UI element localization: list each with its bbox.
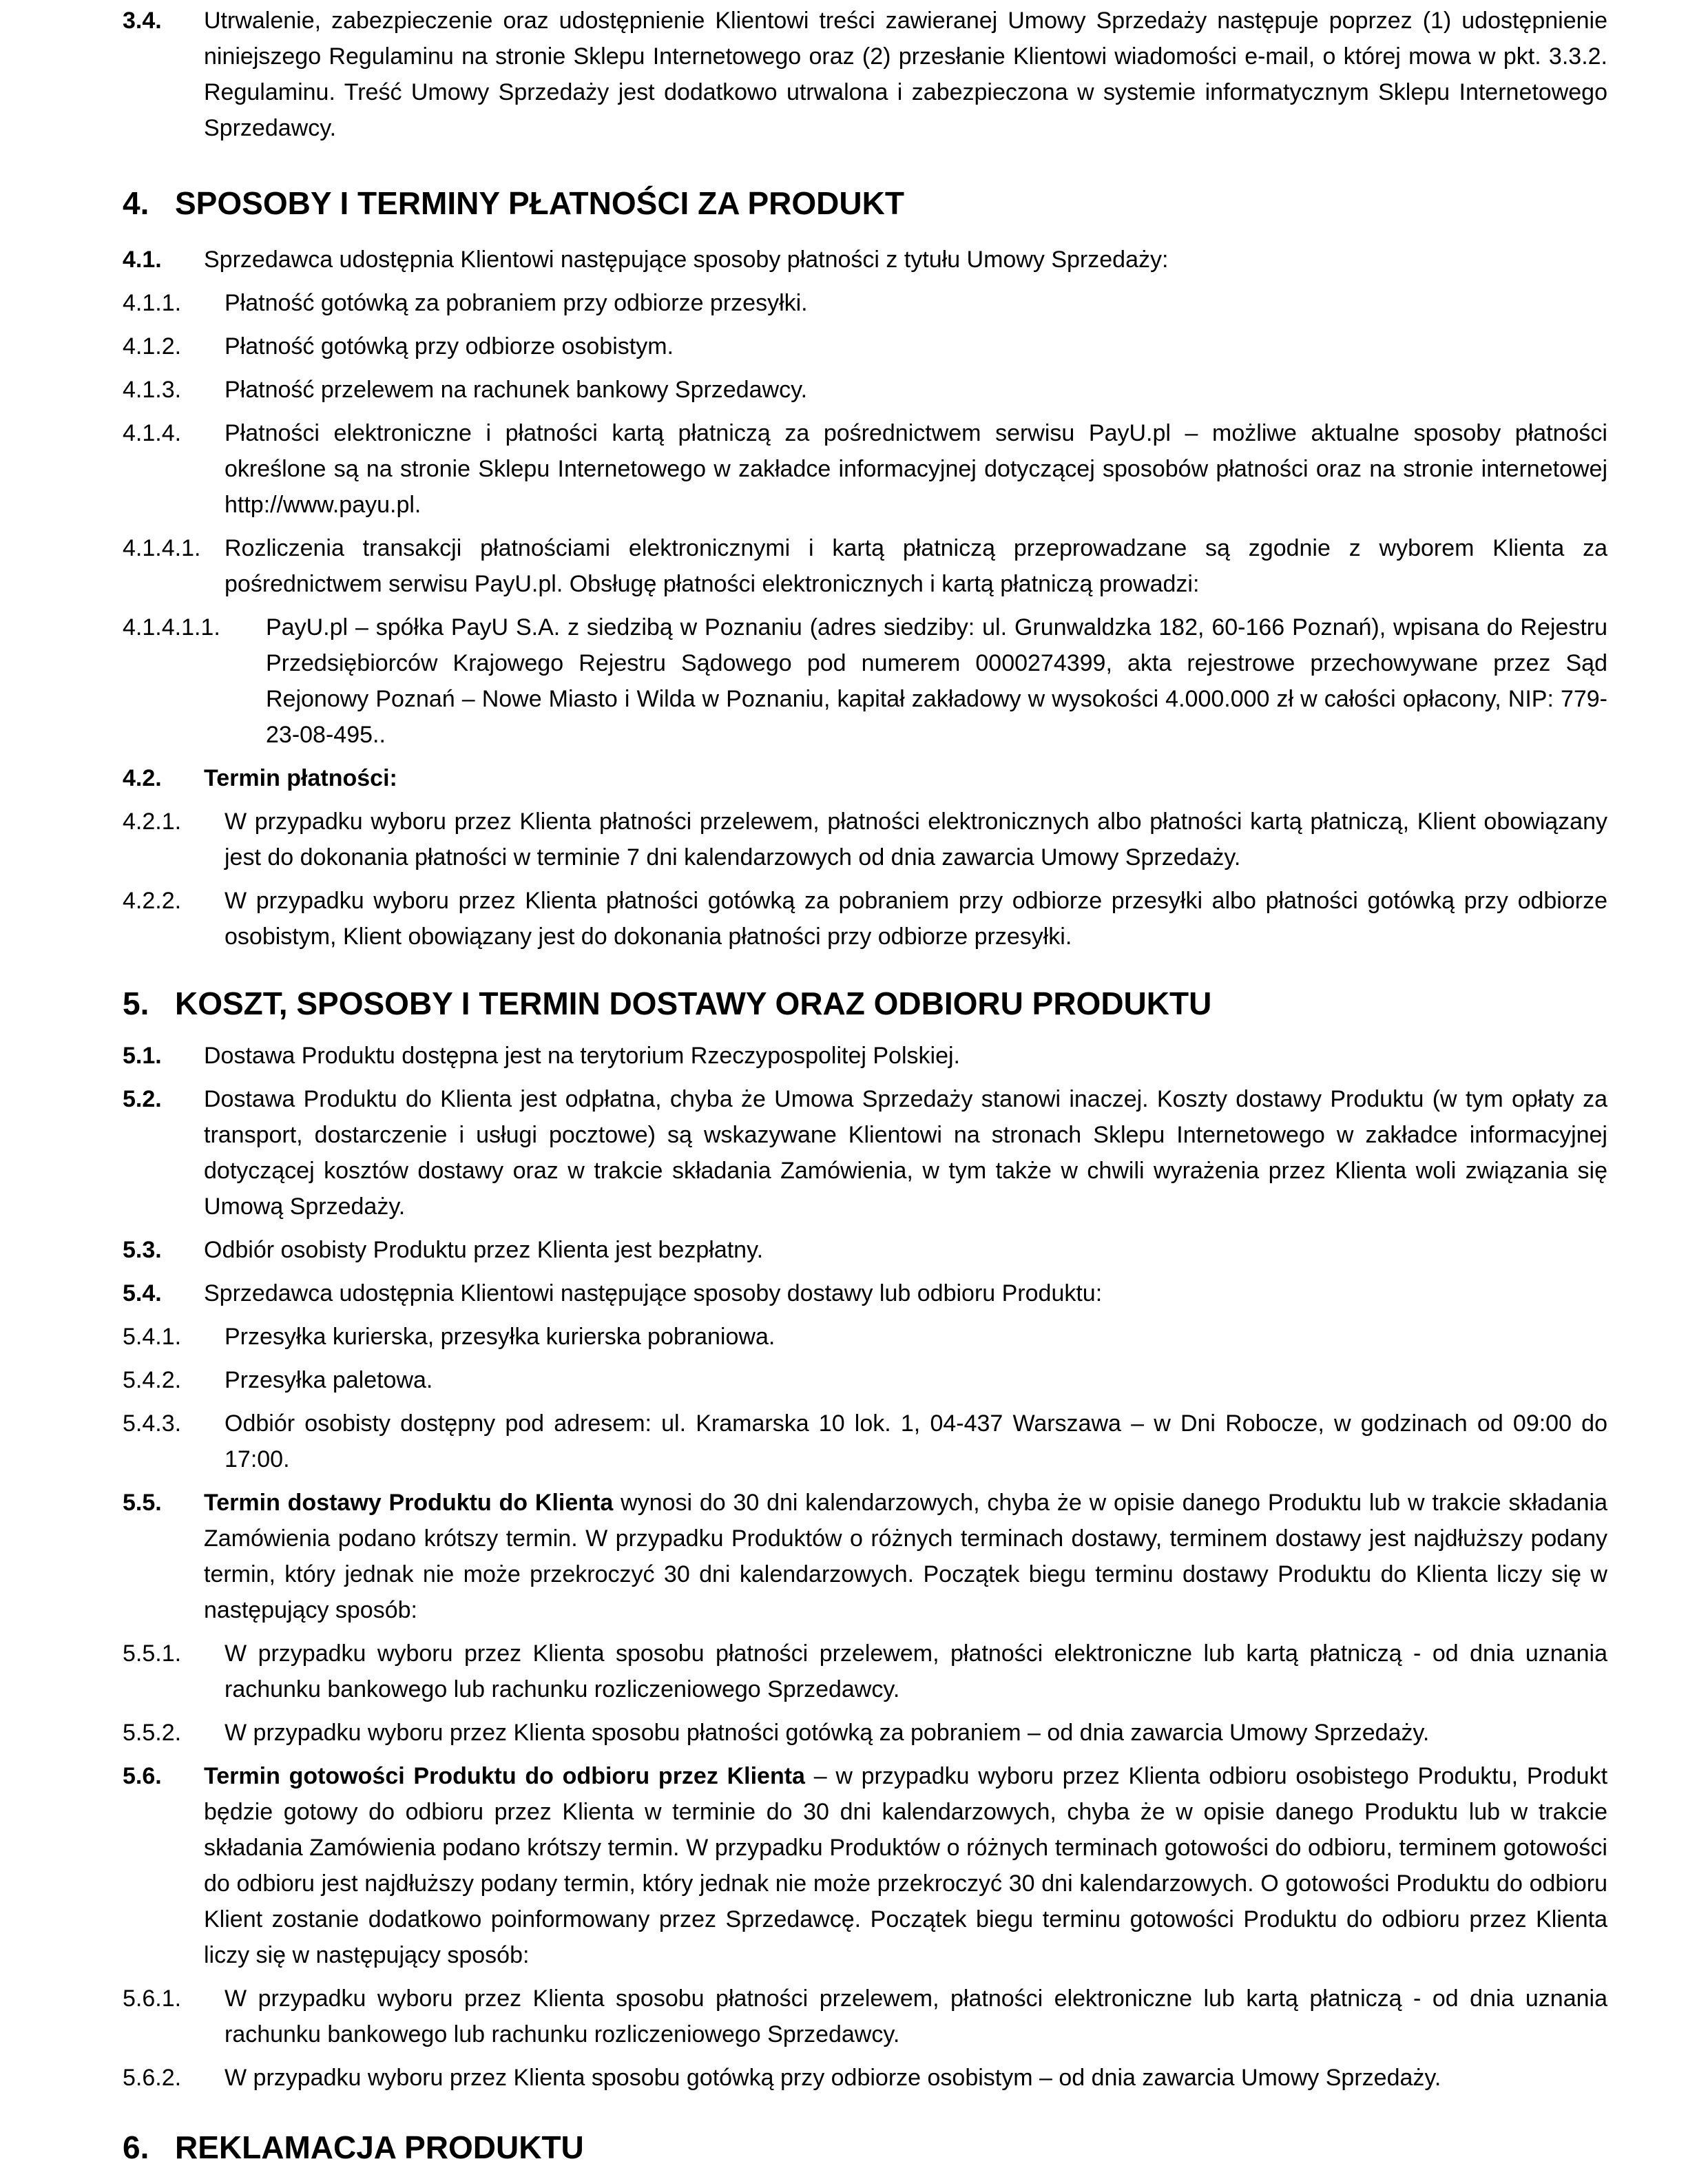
clause-5-4-3 [123,1406,1607,1477]
clause-text: Przesyłka kurierska, przesyłka kurierska pobraniowa. [225,1324,775,1350]
clause-bold-lead: Termin gotowości Produktu do odbioru przez Klienta [204,1763,805,1789]
clause-number: 4.2. [123,765,162,791]
clause-number: 5.4. [123,1280,162,1306]
clause-5-6 [123,1758,1607,1973]
clause-4-1-4-1 [123,530,1607,602]
clause-text: Sprzedawca udostępnia Klientowi następujące sposoby płatności z tytułu Umowy Sprzedaży: [204,247,1169,273]
clause-number: 5.6.1. [123,1985,182,2012]
section-6-heading [123,2127,1607,2168]
clause-number: 5.1. [123,1043,162,1069]
clause-number: 5.2. [123,1086,162,1112]
clause-4-1-4 [123,415,1607,523]
clause-5-2 [123,1081,1607,1224]
clause-number: 5.3. [123,1237,162,1263]
clause-text: PayU.pl – spółka PayU S.A. z siedzibą w Poznaniu (adres siedziby: ul. Grunwaldzka 182, 60-166 Poznań), wpisana do Rejestru Przedsiębiorców Krajowego Rejestru Sądowego pod numerem 0000274399, akta rejestrowe przechowywane przez Sąd Rejonowy Poznań – Nowe Miasto i Wilda w Poznaniu, kapitał zakładowy w wysokości 4.000.000 zł w całości opłacony, NIP: 779-23-08-495.. [266,614,1607,748]
clause-text: Płatności elektroniczne i płatności kartą płatniczą za pośrednictwem serwisu PayU.pl – możliwe aktualne sposoby płatności określone są na stronie Sklepu Internetowego w zakładce informacyjnej dotyczącej sposobów płatności oraz na stronie internetowej http://www.payu.pl. [225,420,1607,518]
clause-number: 5.5.2. [123,1720,182,1746]
clause-5-6-2 [123,2060,1607,2096]
section-5-heading [123,983,1607,1024]
clause-number: 4.2.1. [123,809,182,835]
clause-3-4 [123,3,1607,146]
clause-body: wynosi do 30 dni kalendarzowych, chyba że w opisie danego Produktu lub w trakcie składania Zamówienia podano krótszy termin. W przypadku Produktów o różnych terminach dostawy, terminem dostawy jest najdłuższy podany termin, który jednak nie może przekroczyć 30 dni kalendarzowych. Początek biegu terminu dostawy Produktu do Klienta liczy się w następujący sposób: [204,1490,1607,1623]
clause-number: 4.1.4.1.1. [123,614,220,640]
clause-text: Odbiór osobisty dostępny pod adresem: ul. Kramarska 10 lok. 1, 04-437 Warszawa – w Dni Robocze, w godzinach od 09:00 do 17:00. [225,1410,1607,1472]
clause-4-2 [123,760,1607,796]
clause-5-4-1 [123,1319,1607,1355]
clause-text: Odbiór osobisty Produktu przez Klienta jest bezpłatny. [204,1237,764,1263]
clause-number: 4.1.1. [123,290,182,316]
clause-number: 4.2.2. [123,888,182,914]
clause-4-1-3 [123,372,1607,408]
clause-number: 4.1. [123,247,162,273]
clause-number: 5.4.1. [123,1324,182,1350]
clause-5-5-1 [123,1636,1607,1707]
clause-text: W przypadku wyboru przez Klienta sposobu gotówką przy odbiorze osobistym – od dnia zawarcia Umowy Sprzedaży. [225,2065,1441,2091]
clause-5-5 [123,1485,1607,1628]
clause-text: Rozliczenia transakcji płatnościami elektronicznymi i kartą płatniczą przeprowadzane są zgodnie z wyborem Klienta za pośrednictwem serwisu PayU.pl. Obsługę płatności elektronicznych i kartą płatniczą prowadzi: [225,535,1607,597]
clause-number: 3.4. [123,8,162,34]
clause-bold-lead: Termin dostawy Produktu do Klienta [204,1490,614,1516]
clause-text: Dostawa Produktu do Klienta jest odpłatna, chyba że Umowa Sprzedaży stanowi inaczej. Koszty dostawy Produktu (w tym opłaty za transport, dostarczenie i usługi pocztowe) są wskazywane Klientowi na stronach Sklepu Internetowego w zakładce informacyjnej dotyczącej kosztów dostawy oraz w trakcie składania Zamówienia, w tym także w chwili wyrażenia przez Klienta woli związania się Umową Sprzedaży. [204,1086,1607,1220]
clause-text: Płatność gotówką za pobraniem przy odbiorze przesyłki. [225,290,808,316]
clause-text: Sprzedawca udostępnia Klientowi następujące sposoby dostawy lub odbioru Produktu: [204,1280,1103,1306]
clause-text: W przypadku wyboru przez Klienta sposobu płatności gotówką za pobraniem – od dnia zawarcia Umowy Sprzedaży. [225,1720,1430,1746]
clause-4-1-4-1-1 [123,609,1607,753]
clause-4-1-2 [123,329,1607,364]
clause-number: 5.5. [123,1490,162,1516]
clause-number: 4.1.4. [123,420,182,446]
clause-4-1-1 [123,285,1607,321]
clause-number: 4.1.2. [123,333,182,359]
clause-number: 5.4.2. [123,1367,182,1393]
section-title: REKLAMACJA PRODUKTU [175,2129,584,2165]
clause-text: W przypadku wyboru przez Klienta płatności przelewem, płatności elektronicznych albo płatności kartą płatniczą, Klient obowiązany jest do dokonania płatności w terminie 7 dni kalendarzowych od dnia zawarcia Umowy Sprzedaży. [225,809,1607,871]
section-4-heading [123,183,1607,224]
clause-text: Przesyłka paletowa. [225,1367,433,1393]
clause-text: W przypadku wyboru przez Klienta płatności gotówką za pobraniem przy odbiorze przesyłki albo płatności gotówką przy odbiorze osobistym, Klient obowiązany jest do dokonania płatności przy odbiorze przesyłki. [225,888,1607,950]
clause-4-2-2 [123,883,1607,955]
clause-text: W przypadku wyboru przez Klienta sposobu płatności przelewem, płatności elektroniczne lub kartą płatniczą - od dnia uznania rachunku bankowego lub rachunku rozliczeniowego Sprzedawcy. [225,1985,1607,2047]
clause-text: Utrwalenie, zabezpieczenie oraz udostępnienie Klientowi treści zawieranej Umowy Sprzedaży następuje poprzez (1) udostępnienie niniejszego Regulaminu na stronie Sklepu Internetowego oraz (2) przesłanie Klientowi wiadomości e-mail, o której mowa w pkt. 3.3.2. Regulaminu. Treść Umowy Sprzedaży jest dodatkowo utrwalona i zabezpieczona w systemie informatycznym Sklepu Internetowego Sprzedawcy. [204,8,1607,141]
clause-5-3 [123,1232,1607,1268]
clause-4-2-1 [123,804,1607,875]
clause-text: Termin płatności: [204,765,397,791]
clause-5-4-2 [123,1362,1607,1398]
clause-text: Płatność przelewem na rachunek bankowy Sprzedawcy. [225,377,808,403]
clause-text: Płatność gotówką przy odbiorze osobistym. [225,333,674,359]
section-number: 5. [123,986,149,1021]
clause-5-1 [123,1038,1607,1074]
clause-number: 4.1.4.1. [123,535,201,561]
section-title: SPOSOBY I TERMINY PŁATNOŚCI ZA PRODUKT [175,185,904,221]
clause-number: 5.6. [123,1763,162,1789]
clause-body: – w przypadku wyboru przez Klienta odbioru osobistego Produktu, Produkt będzie gotowy do odbioru przez Klienta w terminie do 30 dni kalendarzowych, chyba że w opisie danego Produktu lub w trakcie składania Zamówienia podano krótszy termin. W przypadku Produktów o różnych terminach gotowości do odbioru, terminem gotowości do odbioru jest najdłuższy podany termin, który jednak nie może przekroczyć 30 dni kalendarzowych. O gotowości Produktu do odbioru Klient zostanie dodatkowo poinformowany przez Sprzedawcę. Początek biegu terminu gotowości Produktu do odbioru przez Klienta liczy się w następujący sposób: [204,1763,1608,1968]
clause-number: 5.6.2. [123,2065,182,2091]
clause-text [204,1758,1607,1973]
clause-text: Dostawa Produktu dostępna jest na terytorium Rzeczypospolitej Polskiej. [204,1043,960,1069]
clause-number: 5.4.3. [123,1410,182,1437]
clause-5-5-2 [123,1715,1607,1751]
clause-text [204,1485,1607,1628]
clause-number: 4.1.3. [123,377,182,403]
clause-text: W przypadku wyboru przez Klienta sposobu płatności przelewem, płatności elektroniczne lub kartą płatniczą - od dnia uznania rachunku bankowego lub rachunku rozliczeniowego Sprzedawcy. [225,1640,1607,1702]
clause-5-6-1 [123,1981,1607,2052]
clause-number: 5.5.1. [123,1640,182,1667]
clause-5-4 [123,1275,1607,1311]
section-number: 4. [123,185,149,221]
clause-4-1 [123,242,1607,278]
section-number: 6. [123,2129,149,2165]
section-title: KOSZT, SPOSOBY I TERMIN DOSTAWY ORAZ ODBIORU PRODUKTU [175,986,1212,1021]
